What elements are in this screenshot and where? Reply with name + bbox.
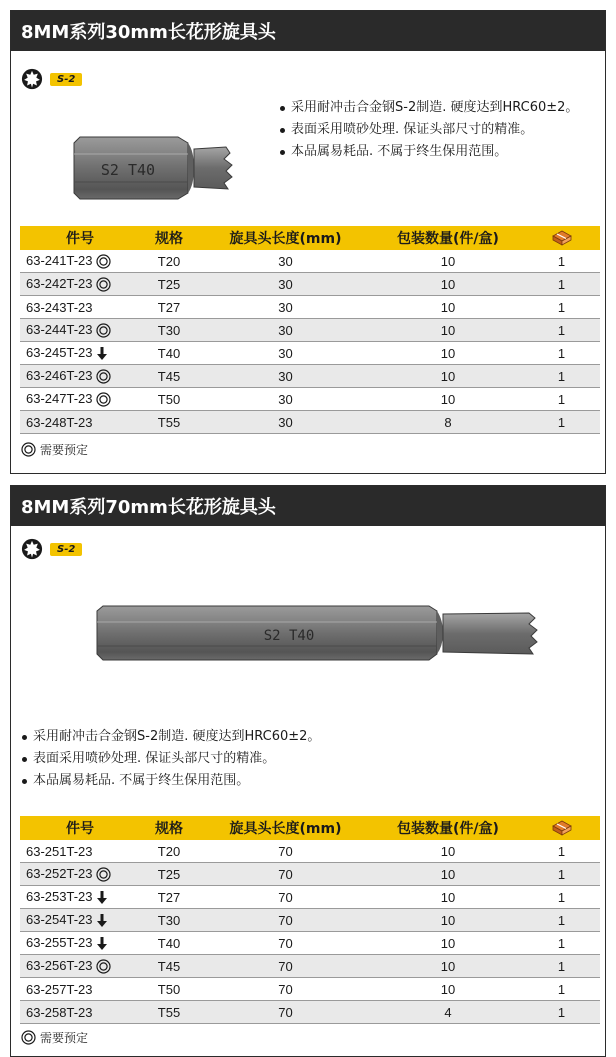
pack-qty-cell: 10 bbox=[373, 955, 523, 978]
pre-order-circle-icon bbox=[96, 254, 111, 269]
section-title: 8MM系列30mm长花形旋具头 bbox=[11, 11, 605, 51]
feature-item: 本品属易耗品. 不属于终生保用范围。 bbox=[279, 141, 599, 163]
table-row bbox=[20, 909, 600, 932]
pack-qty-cell: 10 bbox=[373, 342, 523, 365]
length-cell: 70 bbox=[198, 886, 373, 909]
pack-qty-cell: 10 bbox=[373, 932, 523, 955]
spec-cell: T55 bbox=[140, 411, 198, 434]
pack-qty-cell: 10 bbox=[373, 296, 523, 319]
spec-cell: T30 bbox=[140, 319, 198, 342]
part-number: 63-251T-23 bbox=[26, 843, 93, 859]
pack-qty-cell: 10 bbox=[373, 863, 523, 886]
part-number: 63-246T-23 bbox=[26, 367, 93, 383]
length-cell: 30 bbox=[198, 388, 373, 411]
pre-order-circle-icon bbox=[96, 392, 111, 407]
feature-item: 表面采用喷砂处理. 保证头部尺寸的精准。 bbox=[21, 748, 320, 770]
pre-order-circle-icon bbox=[21, 1030, 36, 1045]
torx-star-icon bbox=[21, 538, 43, 560]
table-row bbox=[20, 863, 600, 886]
table-body bbox=[20, 840, 600, 1024]
pack-qty-cell: 10 bbox=[373, 365, 523, 388]
part-number-cell bbox=[20, 840, 140, 863]
table-row bbox=[20, 932, 600, 955]
table-row bbox=[20, 365, 600, 388]
pack-qty-cell: 10 bbox=[373, 840, 523, 863]
header-spec: 规格 bbox=[140, 816, 198, 840]
pack-qty-cell: 8 bbox=[373, 411, 523, 434]
box-qty-cell: 1 bbox=[523, 932, 600, 955]
order-note-text: 需要预定 bbox=[40, 443, 89, 457]
spec-cell: T25 bbox=[140, 273, 198, 296]
part-number-cell bbox=[20, 932, 140, 955]
part-number: 63-243T-23 bbox=[26, 299, 93, 315]
table-row bbox=[20, 886, 600, 909]
pack-qty-cell: 10 bbox=[373, 978, 523, 1001]
header-spec: 规格 bbox=[140, 226, 198, 250]
spec-cell: T45 bbox=[140, 955, 198, 978]
length-cell: 70 bbox=[198, 863, 373, 886]
part-number-cell bbox=[20, 863, 140, 886]
length-cell: 30 bbox=[198, 250, 373, 273]
part-number: 63-248T-23 bbox=[26, 414, 93, 430]
pack-qty-cell: 10 bbox=[373, 250, 523, 273]
bit-engraving: S2 T40 bbox=[100, 161, 156, 179]
box-qty-cell: 1 bbox=[523, 365, 600, 388]
box-qty-cell: 1 bbox=[523, 273, 600, 296]
part-number: 63-252T-23 bbox=[26, 865, 93, 881]
feature-item: 本品属易耗品. 不属于终生保用范围。 bbox=[21, 770, 320, 792]
package-box-icon bbox=[552, 820, 572, 836]
length-cell: 30 bbox=[198, 273, 373, 296]
spec-table bbox=[20, 816, 600, 1024]
table-row bbox=[20, 411, 600, 434]
part-number: 63-241T-23 bbox=[26, 252, 93, 268]
part-number-cell bbox=[20, 365, 140, 388]
table-header-row bbox=[20, 816, 600, 840]
box-qty-cell: 1 bbox=[523, 978, 600, 1001]
spec-cell: T20 bbox=[140, 250, 198, 273]
length-cell: 70 bbox=[198, 909, 373, 932]
material-badge-row bbox=[21, 68, 82, 90]
spec-cell: T45 bbox=[140, 365, 198, 388]
box-qty-cell: 1 bbox=[523, 840, 600, 863]
part-number: 63-244T-23 bbox=[26, 321, 93, 337]
table-row bbox=[20, 1001, 600, 1024]
spec-cell: T40 bbox=[140, 342, 198, 365]
order-note bbox=[21, 441, 88, 458]
part-number-cell bbox=[20, 978, 140, 1001]
part-number-cell bbox=[20, 250, 140, 273]
spec-cell: T40 bbox=[140, 932, 198, 955]
pack-qty-cell: 10 bbox=[373, 319, 523, 342]
table-row bbox=[20, 978, 600, 1001]
down-arrow-icon bbox=[96, 346, 108, 361]
feature-list bbox=[21, 726, 320, 792]
spec-table bbox=[20, 226, 600, 434]
pre-order-circle-icon bbox=[96, 369, 111, 384]
part-number-cell bbox=[20, 886, 140, 909]
feature-item: 采用耐冲击合金钢S-2制造. 硬度达到HRC60±2。 bbox=[21, 726, 320, 748]
down-arrow-icon bbox=[96, 890, 108, 905]
table-row bbox=[20, 342, 600, 365]
pack-qty-cell: 10 bbox=[373, 909, 523, 932]
table-row bbox=[20, 955, 600, 978]
torx-star-icon bbox=[21, 68, 43, 90]
part-number: 63-256T-23 bbox=[26, 957, 93, 973]
length-cell: 30 bbox=[198, 365, 373, 388]
spec-cell: T55 bbox=[140, 1001, 198, 1024]
table-row bbox=[20, 296, 600, 319]
part-number-cell bbox=[20, 388, 140, 411]
part-number: 63-257T-23 bbox=[26, 981, 93, 997]
length-cell: 70 bbox=[198, 840, 373, 863]
spec-cell: T50 bbox=[140, 978, 198, 1001]
part-number-cell bbox=[20, 342, 140, 365]
header-length: 旋具头长度(mm) bbox=[198, 816, 373, 840]
header-length: 旋具头长度(mm) bbox=[198, 226, 373, 250]
length-cell: 70 bbox=[198, 978, 373, 1001]
box-qty-cell: 1 bbox=[523, 250, 600, 273]
torx-bit-30mm-image bbox=[66, 129, 266, 209]
box-qty-cell: 1 bbox=[523, 1001, 600, 1024]
length-cell: 70 bbox=[198, 1001, 373, 1024]
header-part-number: 件号 bbox=[20, 816, 140, 840]
part-number: 63-258T-23 bbox=[26, 1004, 93, 1020]
order-note bbox=[21, 1029, 88, 1046]
length-cell: 70 bbox=[198, 955, 373, 978]
product-section-30mm bbox=[10, 10, 606, 474]
header-part-number: 件号 bbox=[20, 226, 140, 250]
spec-cell: T30 bbox=[140, 909, 198, 932]
header-box bbox=[523, 816, 600, 840]
length-cell: 70 bbox=[198, 932, 373, 955]
part-number: 63-245T-23 bbox=[26, 344, 93, 360]
table-header-row bbox=[20, 226, 600, 250]
spec-cell: T25 bbox=[140, 863, 198, 886]
box-qty-cell: 1 bbox=[523, 863, 600, 886]
table-body bbox=[20, 250, 600, 434]
product-section-70mm bbox=[10, 485, 606, 1057]
header-box bbox=[523, 226, 600, 250]
pre-order-circle-icon bbox=[96, 277, 111, 292]
down-arrow-icon bbox=[96, 913, 108, 928]
pre-order-circle-icon bbox=[96, 323, 111, 338]
pre-order-circle-icon bbox=[21, 442, 36, 457]
table-row bbox=[20, 273, 600, 296]
box-qty-cell: 1 bbox=[523, 411, 600, 434]
bit-engraving: S2 T40 bbox=[263, 628, 315, 644]
table-row bbox=[20, 250, 600, 273]
material-badge: S-2 bbox=[50, 73, 82, 86]
part-number-cell bbox=[20, 1001, 140, 1024]
spec-cell: T50 bbox=[140, 388, 198, 411]
part-number: 63-254T-23 bbox=[26, 911, 93, 927]
part-number-cell bbox=[20, 273, 140, 296]
header-pack-qty: 包装数量(件/盒) bbox=[373, 816, 523, 840]
down-arrow-icon bbox=[96, 936, 108, 951]
material-badge: S-2 bbox=[50, 543, 82, 556]
section-title: 8MM系列70mm长花形旋具头 bbox=[11, 486, 605, 526]
part-number: 63-242T-23 bbox=[26, 275, 93, 291]
pack-qty-cell: 10 bbox=[373, 388, 523, 411]
box-qty-cell: 1 bbox=[523, 342, 600, 365]
box-qty-cell: 1 bbox=[523, 319, 600, 342]
length-cell: 30 bbox=[198, 411, 373, 434]
table-row bbox=[20, 319, 600, 342]
table-row bbox=[20, 840, 600, 863]
part-number: 63-255T-23 bbox=[26, 934, 93, 950]
part-number-cell bbox=[20, 296, 140, 319]
part-number: 63-253T-23 bbox=[26, 888, 93, 904]
part-number-cell bbox=[20, 411, 140, 434]
material-badge-row bbox=[21, 538, 82, 560]
box-qty-cell: 1 bbox=[523, 909, 600, 932]
pre-order-circle-icon bbox=[96, 959, 111, 974]
order-note-text: 需要预定 bbox=[40, 1031, 89, 1045]
length-cell: 30 bbox=[198, 319, 373, 342]
box-qty-cell: 1 bbox=[523, 886, 600, 909]
part-number-cell bbox=[20, 319, 140, 342]
spec-cell: T20 bbox=[140, 840, 198, 863]
length-cell: 30 bbox=[198, 342, 373, 365]
pack-qty-cell: 10 bbox=[373, 273, 523, 296]
feature-item: 采用耐冲击合金钢S-2制造. 硬度达到HRC60±2。 bbox=[279, 97, 599, 119]
pack-qty-cell: 10 bbox=[373, 886, 523, 909]
part-number-cell bbox=[20, 909, 140, 932]
torx-bit-70mm-image bbox=[93, 596, 563, 666]
feature-list bbox=[279, 97, 599, 163]
part-number: 63-247T-23 bbox=[26, 390, 93, 406]
part-number-cell bbox=[20, 955, 140, 978]
box-qty-cell: 1 bbox=[523, 955, 600, 978]
spec-cell: T27 bbox=[140, 886, 198, 909]
spec-cell: T27 bbox=[140, 296, 198, 319]
package-box-icon bbox=[552, 230, 572, 246]
table-row bbox=[20, 388, 600, 411]
feature-item: 表面采用喷砂处理. 保证头部尺寸的精准。 bbox=[279, 119, 599, 141]
box-qty-cell: 1 bbox=[523, 388, 600, 411]
header-pack-qty: 包装数量(件/盒) bbox=[373, 226, 523, 250]
pre-order-circle-icon bbox=[96, 867, 111, 882]
box-qty-cell: 1 bbox=[523, 296, 600, 319]
pack-qty-cell: 4 bbox=[373, 1001, 523, 1024]
length-cell: 30 bbox=[198, 296, 373, 319]
